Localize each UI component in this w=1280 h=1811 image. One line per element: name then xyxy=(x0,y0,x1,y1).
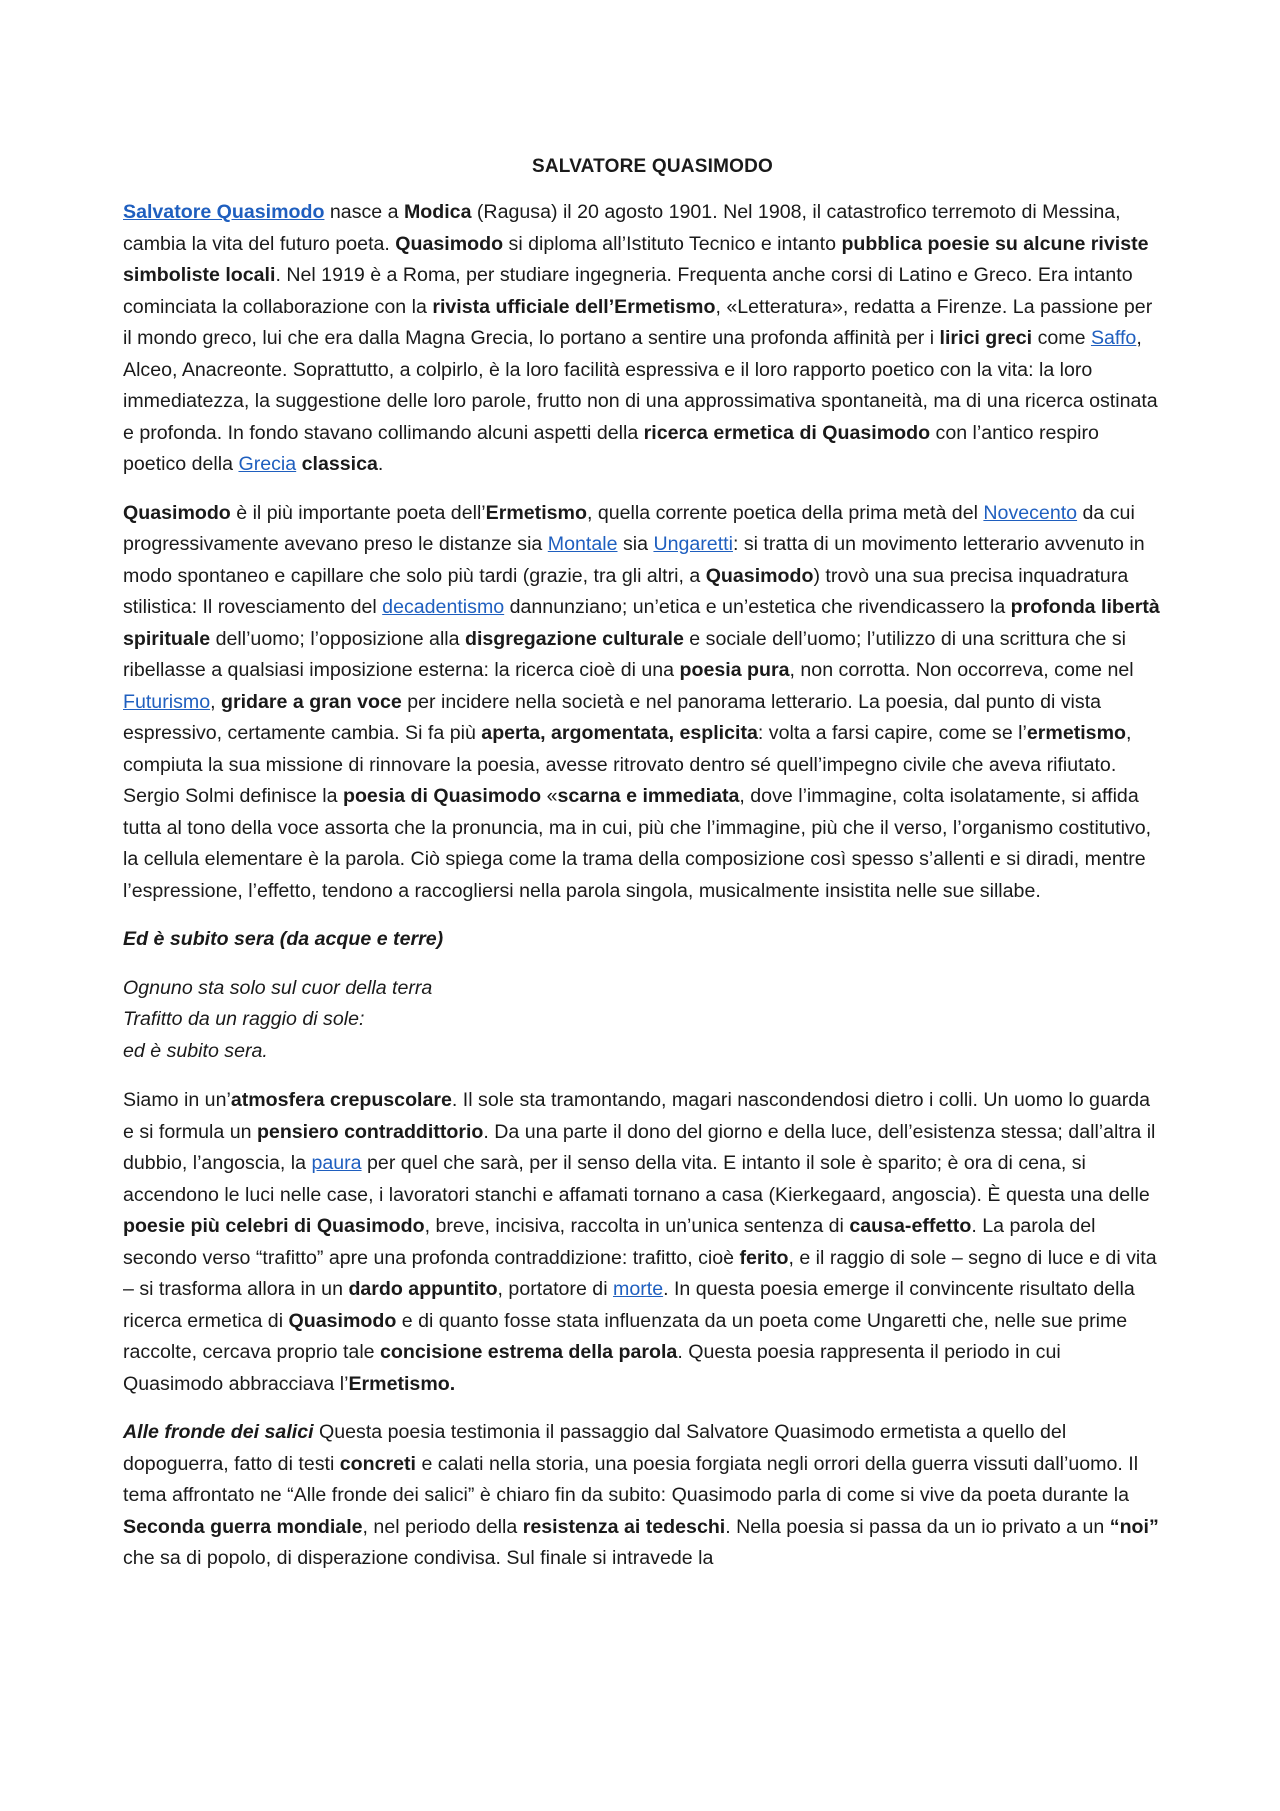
text: dell’uomo; l’opposizione alla xyxy=(210,627,465,650)
bold-text: aperta, argomentata, esplicita xyxy=(481,722,758,744)
bold-text: Modica xyxy=(403,201,472,223)
text: , portatore di xyxy=(497,1278,613,1300)
bold-text: Ermetismo. xyxy=(348,1372,456,1395)
paragraph-ermetismo xyxy=(123,498,1162,908)
page-title: SALVATORE QUASIMODO xyxy=(532,156,773,177)
bold-text: classica xyxy=(301,453,378,475)
text: . Il sole sta tramontando, magari nascondendosi dietro i colli. Un uomo lo guarda e si formula un xyxy=(123,1089,1151,1143)
text: ) trovò una sua precisa inquadratura stilistica: Il rovesciamento del xyxy=(123,564,1129,618)
text: , xyxy=(210,690,221,713)
bold-text: Quasimodo xyxy=(395,232,504,255)
bold-text: poesie più celebri di Quasimodo xyxy=(123,1215,425,1237)
text: e sociale dell’uomo; l’utilizzo di una scrittura che si ribellasse a qualsiasi imposizione esterna: la ricerca cioè di una xyxy=(123,627,1127,681)
text: con l’antico respiro poetico della xyxy=(123,421,1099,475)
bold-text: lirici greci xyxy=(939,327,1033,349)
paragraph-biography xyxy=(123,197,1162,481)
poem-verses xyxy=(123,973,1162,1068)
text: . La parola del secondo verso “trafitto” apre una profonda contraddizione: trafitto, cioè xyxy=(123,1215,1096,1269)
text: come xyxy=(1032,327,1091,349)
paragraph-fronde xyxy=(123,1417,1162,1575)
text: , e il raggio di sole – segno di luce e di vita – si trasforma allora in un xyxy=(123,1246,1157,1300)
link-grecia[interactable]: Grecia xyxy=(238,453,297,475)
bold-text: gridare a gran voce xyxy=(221,690,402,713)
bold-text: poesia pura xyxy=(679,659,790,681)
bold-text: atmosfera crepuscolare xyxy=(230,1089,452,1111)
bold-text: ricerca ermetica di Quasimodo xyxy=(643,421,931,444)
text: . In questa poesia emerge il convincente risultato della ricerca ermetica di xyxy=(123,1278,1135,1332)
bold-text: Quasimodo xyxy=(288,1309,397,1332)
text: che sa di popolo, di disperazione condivisa. Sul finale si intravede la xyxy=(123,1547,714,1569)
text: , quella corrente poetica della prima metà del xyxy=(586,501,984,524)
poem-line: Trafitto da un raggio di sole: xyxy=(123,1008,365,1030)
bold-text: poesia di Quasimodo xyxy=(343,785,542,807)
link-saffo[interactable]: Saffo xyxy=(1090,327,1137,349)
text: , Alceo, Anacreonte. Soprattutto, a colpirlo, è la loro facilità espressiva e il loro rapporto poetico con la vita: la loro immediatezza, la suggestione delle loro parole, frutto non di una approssimativa spontaneità, ma di una ricerca ostinata e profonda. In fondo stavano collimando alcuni aspetti della xyxy=(123,327,1158,444)
bold-text: dardo appuntito xyxy=(348,1278,498,1300)
link-morte[interactable]: morte xyxy=(613,1278,664,1300)
text: si diploma all’Istituto Tecnico e intanto xyxy=(503,232,842,255)
bold-text: concisione estrema della parola xyxy=(380,1341,678,1363)
text: . Nel 1919 è a Roma, per studiare ingegneria. Frequenta anche corsi di Latino e Greco. Era intanto cominciata la collaborazione con la xyxy=(123,264,1133,318)
link-futurismo[interactable]: Futurismo xyxy=(123,690,211,713)
text: dannunziano; un’etica e un’estetica che rivendicassero la xyxy=(504,596,1011,618)
bold-text: Quasimodo xyxy=(705,564,814,587)
text: sia xyxy=(617,533,654,555)
text: , non corrotta. Non occorreva, come nel xyxy=(789,659,1134,681)
link-montale[interactable]: Montale xyxy=(547,533,618,555)
text: per quel che sarà, per il senso della vita. E intanto il sole è sparito; è ora di cena, si accendono le luci nelle case, i lavoratori stanchi e affamati tornano a casa (Kierkegaard, angoscia). È questa una delle xyxy=(123,1152,1150,1206)
link-paura[interactable]: paura xyxy=(311,1152,362,1174)
bold-text: ferito xyxy=(739,1246,789,1269)
text: , breve, incisiva, raccolta in un’unica sentenza di xyxy=(424,1215,850,1237)
text: e calati nella storia, una poesia forgiata negli orrori della guerra vissuti dall’uomo. Il tema affrontato ne “Alle fronde dei salici” è chiaro fin da subito: Quasimodo parla di come si vive da poeta durante la xyxy=(123,1452,1139,1506)
link-decadentismo[interactable]: decadentismo xyxy=(382,596,505,618)
text: da cui progressivamente avevano preso le distanze sia xyxy=(123,501,1135,555)
text: e di quanto fosse stata influenzata da un poeta come Ungaretti che, nelle sue prime raccolte, cercava proprio tale xyxy=(123,1309,1128,1363)
text: . Da una parte il dono del giorno e della luce, dell’esistenza stessa; dall’altra il dubbio, l’angoscia, la xyxy=(123,1120,1156,1174)
text: , dove l’immagine, colta isolatamente, si affida tutta al tono della voce assorta che la pronuncia, ma in cui, più che l’immagine, più che il verso, l’organismo costitutivo, la cellula elementare è la parola. Ciò spiega come la trama della composizione così spesso s’allenti e si diradi, mentre l’espressione, l’effetto, tendono a raccogliersi nella parola singola, musicalmente insistita nelle sue sillabe. xyxy=(123,785,1152,902)
bold-text: resistenza ai tedeschi xyxy=(522,1515,726,1538)
bold-text: concreti xyxy=(339,1452,416,1475)
bold-text: disgregazione culturale xyxy=(465,627,684,650)
poem-heading: Ed è subito sera (da acque e terre) xyxy=(123,928,444,950)
bold-text: pensiero contraddittorio xyxy=(256,1120,484,1143)
poem-line: ed è subito sera. xyxy=(123,1039,268,1062)
bold-text: rivista ufficiale dell’Ermetismo xyxy=(432,295,716,318)
bold-text: ermetismo xyxy=(1026,722,1126,744)
text: : si tratta di un movimento letterario avvenuto in modo spontaneo e capillare che solo più tardi (grazie, tra gli altri, a xyxy=(123,533,1145,587)
link-ungaretti[interactable]: Ungaretti xyxy=(653,533,733,555)
bold-italic-title: Alle fronde dei salici xyxy=(123,1421,314,1443)
text: : volta a farsi capire, come se l’ xyxy=(757,722,1027,744)
text: nasce a xyxy=(324,201,404,223)
bold-text: causa-effetto xyxy=(849,1215,972,1237)
text: Questa poesia testimonia il passaggio dal Salvatore Quasimodo ermetista a quello del dopoguerra, fatto di testi xyxy=(123,1421,1067,1475)
text: è il più importante poeta dell’ xyxy=(230,501,486,524)
text: (Ragusa) il 20 agosto 1901. Nel 1908, il catastrofico terremoto di Messina, cambia la vita del futuro poeta. xyxy=(123,201,1121,255)
text: « xyxy=(541,785,558,807)
text: , «Letteratura», redatta a Firenze. La passione per il mondo greco, lui che era dalla Magna Grecia, lo portano a sentire una profonda affinità per i xyxy=(123,295,1153,349)
text: . Nella poesia si passa da un io privato a un xyxy=(725,1515,1110,1538)
bold-text: scarna e immediata xyxy=(557,785,740,807)
paragraph-analysis xyxy=(123,1085,1162,1400)
bold-text: profonda libertà spirituale xyxy=(123,596,1160,650)
poem-line: Ognuno sta solo sul cuor della terra xyxy=(123,976,433,999)
bold-text: Seconda guerra mondiale xyxy=(123,1515,363,1538)
link-novecento[interactable]: Novecento xyxy=(983,501,1078,524)
bold-text: Quasimodo xyxy=(123,501,231,524)
text: Siamo in un’ xyxy=(123,1089,231,1111)
bold-text: “noi” xyxy=(1109,1515,1159,1538)
bold-text: Ermetismo xyxy=(485,501,587,524)
text: . Questa poesia rappresenta il periodo in cui Quasimodo abbracciava l’ xyxy=(123,1341,1061,1395)
text: , nel periodo della xyxy=(362,1515,523,1538)
text: per incidere nella società e nel panorama letterario. La poesia, dal punto di vista espressivo, certamente cambia. Si fa più xyxy=(123,690,1102,744)
link-salvatore-quasimodo[interactable]: Salvatore Quasimodo xyxy=(123,201,325,223)
text: , compiuta la sua missione di rinnovare la poesia, avesse ritrovato dentro sé quell’impegno civile che aveva rifiutato. Sergio Solmi definisce la xyxy=(123,722,1132,807)
text: . xyxy=(377,453,384,475)
bold-text: pubblica poesie su alcune riviste simboliste locali xyxy=(123,232,1149,286)
